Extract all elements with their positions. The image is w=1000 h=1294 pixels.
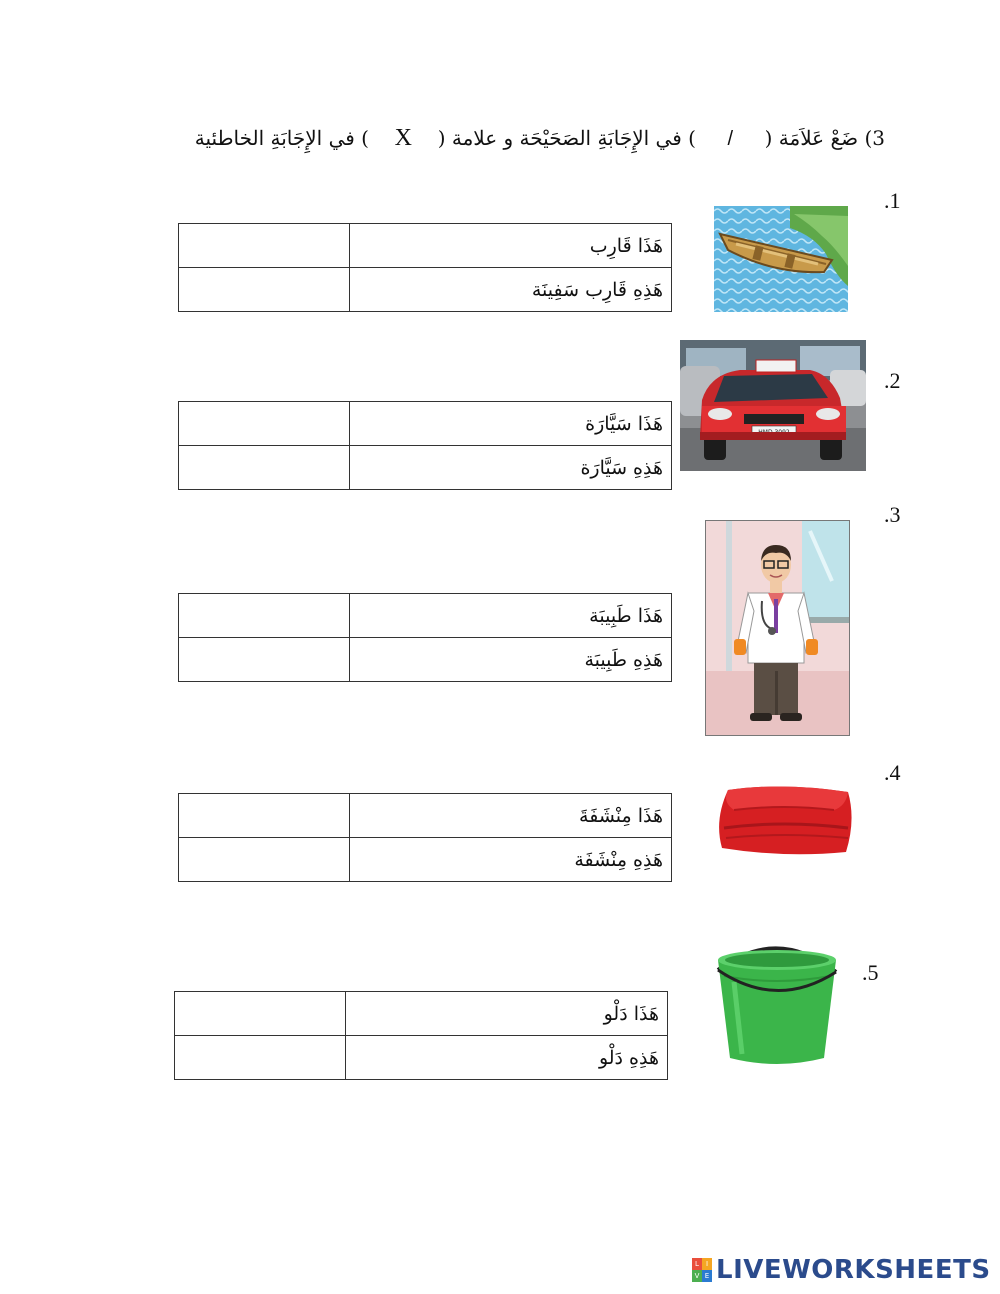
table-row — [179, 638, 672, 682]
sentence-cell: هَذَا سَيَّارَة — [349, 402, 671, 446]
answer-table-5 — [174, 991, 668, 1080]
answer-input[interactable] — [179, 1040, 337, 1076]
answer-input[interactable] — [183, 406, 341, 442]
sentence-cell: هَذِهِ سَيَّارَة — [349, 446, 671, 490]
logo-brand-text: LIVEWORKSHEETS — [716, 1255, 991, 1285]
instruction-text-1: ضَعْ عَلاَمَة ( — [764, 126, 859, 150]
answer-table-4 — [178, 793, 672, 882]
answer-input[interactable] — [183, 842, 341, 878]
liveworksheets-logo[interactable] — [692, 1253, 991, 1287]
mark-cell[interactable] — [179, 446, 350, 490]
sentence-cell: هَذِهِ مِنْشَفَة — [349, 838, 671, 882]
table-row — [179, 446, 672, 490]
answer-table-2 — [178, 401, 672, 490]
mark-cell[interactable] — [179, 594, 350, 638]
question-number-4: .4 — [884, 760, 901, 785]
answer-table-3 — [178, 593, 672, 682]
answer-input[interactable] — [183, 642, 341, 678]
question-number-3: .3 — [884, 502, 901, 527]
sentence-cell: هَذَا طَبِيبَة — [349, 594, 671, 638]
table-row — [175, 1036, 668, 1080]
mark-cell[interactable] — [179, 268, 350, 312]
sentence-cell: هَذِهِ طَبِيبَة — [349, 638, 671, 682]
x-symbol: X — [394, 125, 412, 151]
answer-input[interactable] — [183, 272, 341, 308]
table-row — [179, 794, 672, 838]
instruction-number: 3) — [864, 126, 885, 150]
sentence-cell: هَذِهِ قَارِب سَفِينَة — [349, 268, 671, 312]
question-number-1: .1 — [884, 188, 901, 213]
mark-cell[interactable] — [179, 638, 350, 682]
answer-input[interactable] — [183, 228, 341, 264]
answer-table-1 — [178, 223, 672, 312]
sentence-cell: هَذَا دَلْو — [345, 992, 667, 1036]
taxi-image — [680, 340, 866, 471]
instruction-text-3: ) في الإِجَابَةِ الخاطئية — [194, 126, 369, 150]
answer-input[interactable] — [183, 598, 341, 634]
table-row — [175, 992, 668, 1036]
mark-cell[interactable] — [179, 794, 350, 838]
boat-image — [714, 206, 848, 312]
question-number-2: .2 — [884, 368, 901, 393]
answer-input[interactable] — [183, 450, 341, 486]
answer-input[interactable] — [183, 798, 341, 834]
answer-input[interactable] — [179, 996, 337, 1032]
instruction-line — [140, 118, 885, 158]
sentence-cell: هَذَا قَارِب — [349, 224, 671, 268]
instruction-text-2: ) في الإِجَابَةِ الصَحَيْحَة و علامة ( — [437, 126, 696, 150]
doctor-image — [705, 520, 850, 736]
table-row — [179, 402, 672, 446]
mark-cell[interactable] — [175, 1036, 346, 1080]
mark-cell[interactable] — [179, 402, 350, 446]
table-row — [179, 268, 672, 312]
logo-badge-icon: L I V E — [692, 1258, 712, 1282]
table-row — [179, 838, 672, 882]
table-row — [179, 594, 672, 638]
mark-cell[interactable] — [175, 992, 346, 1036]
table-row — [179, 224, 672, 268]
towel-image — [714, 780, 856, 860]
bucket-image — [712, 946, 842, 1070]
slash-symbol: / — [727, 128, 734, 150]
mark-cell[interactable] — [179, 838, 350, 882]
mark-cell[interactable] — [179, 224, 350, 268]
question-number-5: .5 — [862, 960, 879, 985]
sentence-cell: هَذَا مِنْشَفَةَ — [349, 794, 671, 838]
sentence-cell: هَذِهِ دَلْو — [345, 1036, 667, 1080]
